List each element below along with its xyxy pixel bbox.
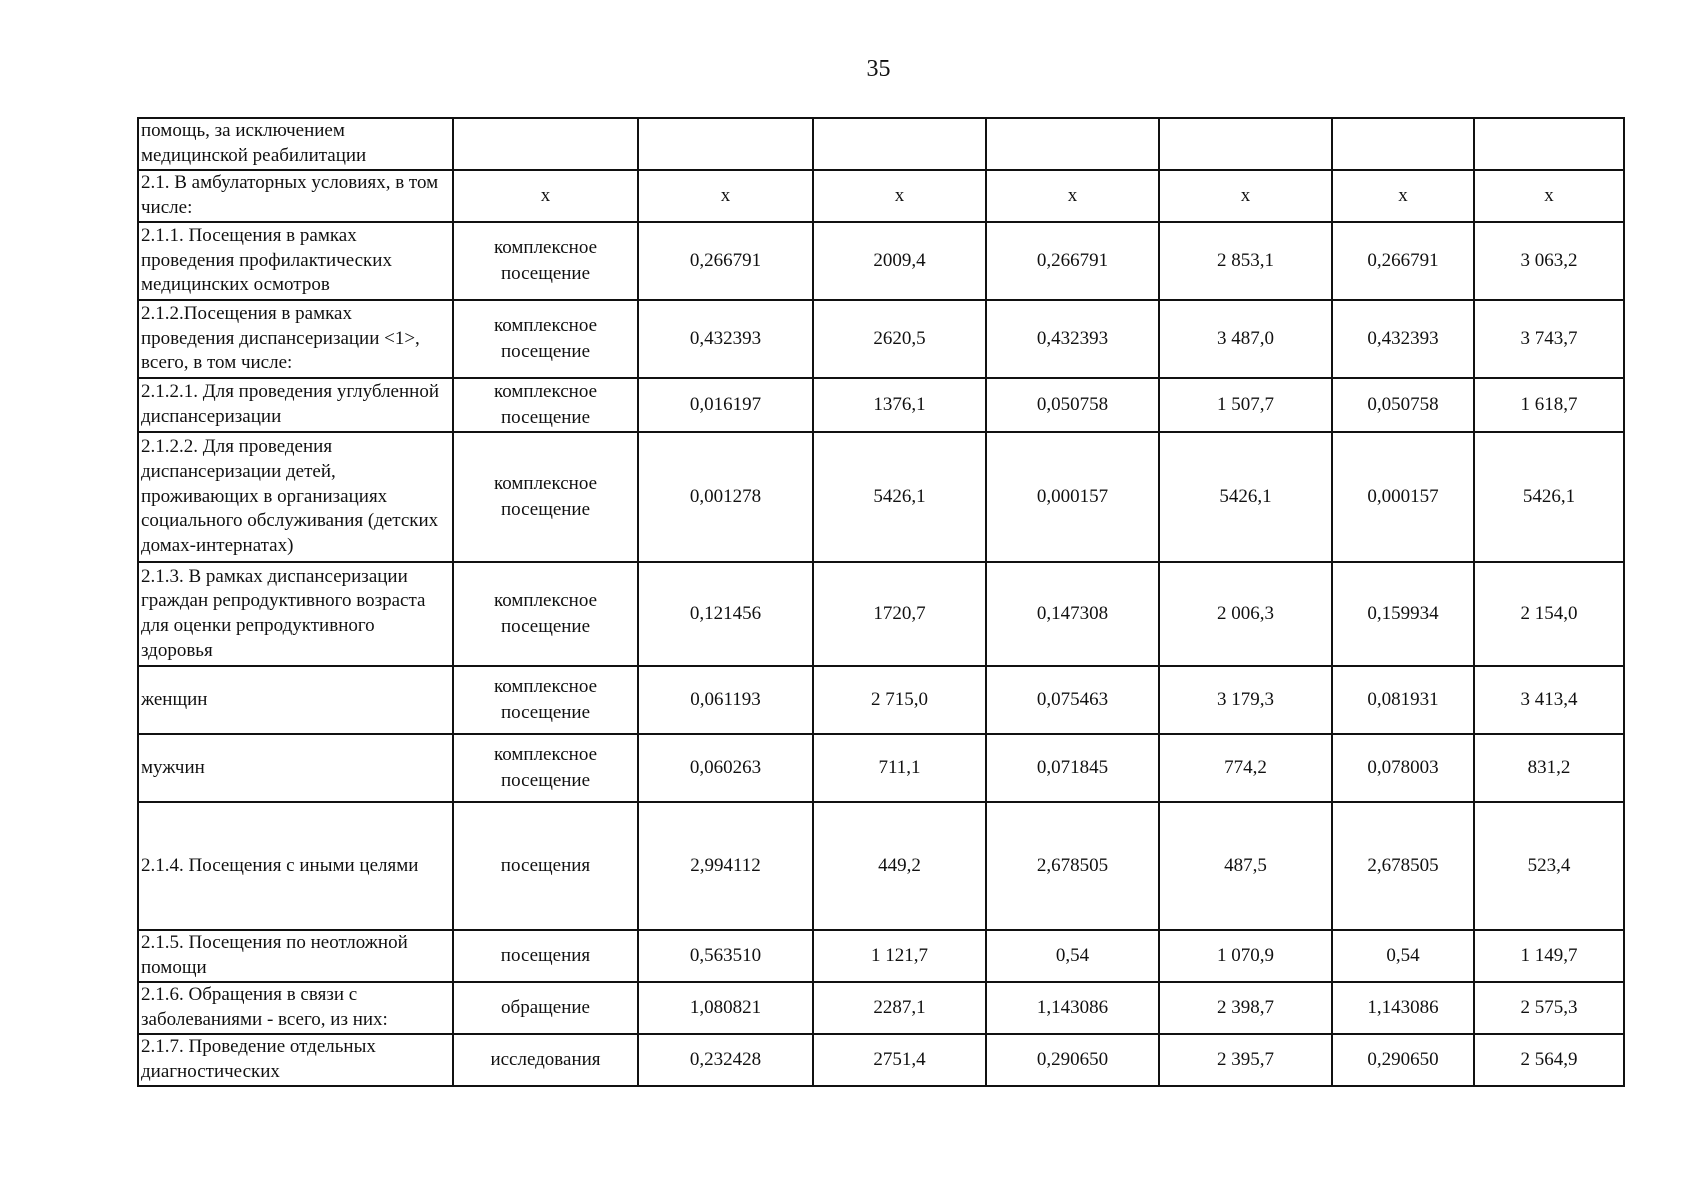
norm-table <box>137 117 1625 1087</box>
row-unit: комплексное посещение <box>453 562 638 666</box>
value-cell-v1: 0,266791 <box>638 222 813 300</box>
row-name: 2.1.2.1. Для проведения углубленной диспансеризации <box>138 378 453 432</box>
table-row <box>138 222 1624 300</box>
value-cell-v1: 0,001278 <box>638 432 813 562</box>
value-cell-v6: 523,4 <box>1474 802 1624 930</box>
row-unit: обращение <box>453 982 638 1034</box>
value-cell-v5 <box>1332 118 1474 170</box>
row-name: 2.1. В амбулаторных условиях, в том числе: <box>138 170 453 222</box>
value-cell-v4: х <box>1159 170 1332 222</box>
table-row <box>138 666 1624 734</box>
row-name: 2.1.2.2. Для проведения диспансеризации детей, проживающих в организациях социального обслуживания (детских домах-интернатах) <box>138 432 453 562</box>
row-name: 2.1.5. Посещения по неотложной помощи <box>138 930 453 982</box>
value-cell-v2: 1 121,7 <box>813 930 986 982</box>
value-cell-v5: 1,143086 <box>1332 982 1474 1034</box>
value-cell-v4: 3 487,0 <box>1159 300 1332 378</box>
value-cell-v3: 0,075463 <box>986 666 1159 734</box>
value-cell-v3 <box>986 118 1159 170</box>
value-cell-v1 <box>638 118 813 170</box>
row-name: 2.1.6. Обращения в связи с заболеваниями - всего, из них: <box>138 982 453 1034</box>
value-cell-v3: 0,000157 <box>986 432 1159 562</box>
value-cell-v1: 0,232428 <box>638 1034 813 1086</box>
value-cell-v2: 711,1 <box>813 734 986 802</box>
value-cell-v5: 2,678505 <box>1332 802 1474 930</box>
value-cell-v2: 2 715,0 <box>813 666 986 734</box>
table-row <box>138 300 1624 378</box>
value-cell-v2: 5426,1 <box>813 432 986 562</box>
value-cell-v5: 0,078003 <box>1332 734 1474 802</box>
value-cell-v5: 0,081931 <box>1332 666 1474 734</box>
table-row <box>138 802 1624 930</box>
row-unit: исследования <box>453 1034 638 1086</box>
value-cell-v1: 0,563510 <box>638 930 813 982</box>
row-unit: комплексное посещение <box>453 432 638 562</box>
row-unit: посещения <box>453 930 638 982</box>
value-cell-v6: 1 149,7 <box>1474 930 1624 982</box>
value-cell-v4: 2 398,7 <box>1159 982 1332 1034</box>
value-cell-v6: 3 413,4 <box>1474 666 1624 734</box>
table-row <box>138 118 1624 170</box>
value-cell-v2: х <box>813 170 986 222</box>
row-unit: комплексное посещение <box>453 222 638 300</box>
value-cell-v6: 5426,1 <box>1474 432 1624 562</box>
value-cell-v6: 3 063,2 <box>1474 222 1624 300</box>
value-cell-v5: 0,050758 <box>1332 378 1474 432</box>
row-unit: комплексное посещение <box>453 300 638 378</box>
value-cell-v2: 1720,7 <box>813 562 986 666</box>
value-cell-v6: х <box>1474 170 1624 222</box>
table-row <box>138 562 1624 666</box>
value-cell-v1: 0,016197 <box>638 378 813 432</box>
row-unit: посещения <box>453 802 638 930</box>
value-cell-v1: 0,121456 <box>638 562 813 666</box>
table-row <box>138 734 1624 802</box>
value-cell-v3: 0,266791 <box>986 222 1159 300</box>
value-cell-v1: 2,994112 <box>638 802 813 930</box>
row-unit: комплексное посещение <box>453 666 638 734</box>
value-cell-v1: 1,080821 <box>638 982 813 1034</box>
table-row <box>138 170 1624 222</box>
value-cell-v5: 0,432393 <box>1332 300 1474 378</box>
row-name: 2.1.7. Проведение отдельных диагностических <box>138 1034 453 1086</box>
row-name: женщин <box>138 666 453 734</box>
value-cell-v4: 1 070,9 <box>1159 930 1332 982</box>
value-cell-v3: х <box>986 170 1159 222</box>
value-cell-v4: 2 395,7 <box>1159 1034 1332 1086</box>
value-cell-v3: 0,147308 <box>986 562 1159 666</box>
value-cell-v5: 0,266791 <box>1332 222 1474 300</box>
value-cell-v4: 487,5 <box>1159 802 1332 930</box>
value-cell-v2: 2751,4 <box>813 1034 986 1086</box>
row-unit <box>453 118 638 170</box>
value-cell-v1: 0,061193 <box>638 666 813 734</box>
value-cell-v3: 2,678505 <box>986 802 1159 930</box>
row-name: 2.1.3. В рамках диспансеризации граждан репродуктивного возраста для оценки репродуктивного здоровья <box>138 562 453 666</box>
row-name: 2.1.2.Посещения в рамках проведения диспансеризации <1>, всего, в том числе: <box>138 300 453 378</box>
row-name: помощь, за исключением медицинской реабилитации <box>138 118 453 170</box>
value-cell-v3: 0,071845 <box>986 734 1159 802</box>
row-unit: комплексное посещение <box>453 378 638 432</box>
value-cell-v6 <box>1474 118 1624 170</box>
table-row <box>138 378 1624 432</box>
value-cell-v4 <box>1159 118 1332 170</box>
value-cell-v5: 0,000157 <box>1332 432 1474 562</box>
value-cell-v2: 2009,4 <box>813 222 986 300</box>
value-cell-v4: 5426,1 <box>1159 432 1332 562</box>
value-cell-v2: 1376,1 <box>813 378 986 432</box>
value-cell-v5: 0,159934 <box>1332 562 1474 666</box>
value-cell-v4: 774,2 <box>1159 734 1332 802</box>
value-cell-v4: 2 853,1 <box>1159 222 1332 300</box>
row-unit: х <box>453 170 638 222</box>
page-number: 35 <box>866 56 891 82</box>
value-cell-v5: 0,54 <box>1332 930 1474 982</box>
value-cell-v3: 0,432393 <box>986 300 1159 378</box>
table-row <box>138 930 1624 982</box>
value-cell-v3: 0,050758 <box>986 378 1159 432</box>
value-cell-v4: 3 179,3 <box>1159 666 1332 734</box>
value-cell-v6: 831,2 <box>1474 734 1624 802</box>
value-cell-v6: 3 743,7 <box>1474 300 1624 378</box>
value-cell-v1: 0,432393 <box>638 300 813 378</box>
value-cell-v1: х <box>638 170 813 222</box>
table-row <box>138 982 1624 1034</box>
value-cell-v4: 1 507,7 <box>1159 378 1332 432</box>
value-cell-v5: х <box>1332 170 1474 222</box>
row-name: мужчин <box>138 734 453 802</box>
value-cell-v3: 1,143086 <box>986 982 1159 1034</box>
value-cell-v6: 1 618,7 <box>1474 378 1624 432</box>
value-cell-v6: 2 575,3 <box>1474 982 1624 1034</box>
value-cell-v4: 2 006,3 <box>1159 562 1332 666</box>
value-cell-v6: 2 564,9 <box>1474 1034 1624 1086</box>
value-cell-v2: 2287,1 <box>813 982 986 1034</box>
row-name: 2.1.1. Посещения в рамках проведения профилактических медицинских осмотров <box>138 222 453 300</box>
value-cell-v3: 0,290650 <box>986 1034 1159 1086</box>
value-cell-v6: 2 154,0 <box>1474 562 1624 666</box>
table-row <box>138 432 1624 562</box>
row-name: 2.1.4. Посещения с иными целями <box>138 802 453 930</box>
value-cell-v1: 0,060263 <box>638 734 813 802</box>
value-cell-v3: 0,54 <box>986 930 1159 982</box>
row-unit: комплексное посещение <box>453 734 638 802</box>
value-cell-v2: 449,2 <box>813 802 986 930</box>
value-cell-v2 <box>813 118 986 170</box>
value-cell-v2: 2620,5 <box>813 300 986 378</box>
value-cell-v5: 0,290650 <box>1332 1034 1474 1086</box>
table-row <box>138 1034 1624 1086</box>
